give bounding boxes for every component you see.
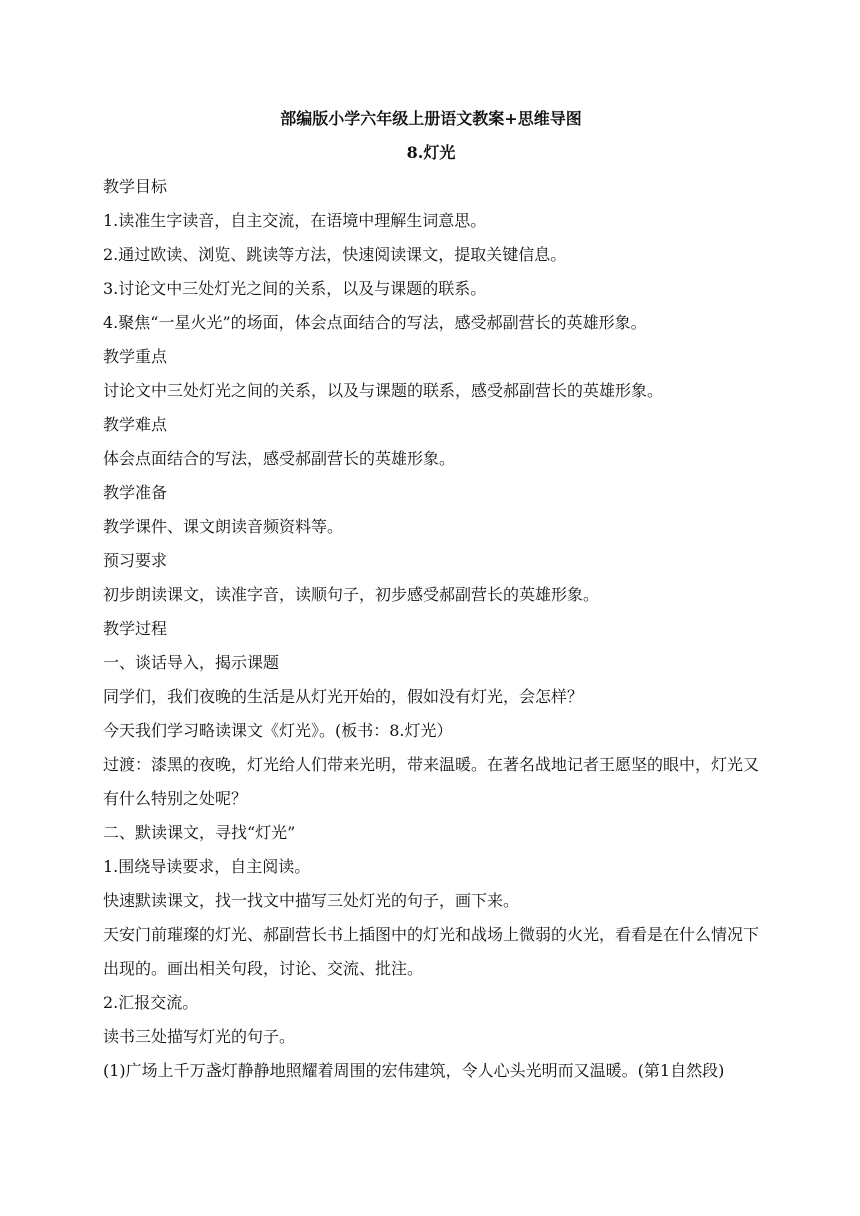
objective-item: 2.通过欧读、浏览、跳读等方法，快速阅读课文，提取关键信息。: [103, 245, 567, 264]
paragraph: 过渡：漆黑的夜晚，灯光给人们带来光明，带来温暖。在著名战地记者王愿坚的眼中，灯光又有什么特别之处呢？: [103, 755, 760, 808]
paragraph: 1.围绕导读要求，自主阅读。: [103, 857, 311, 876]
paragraph: 同学们，我们夜晚的生活是从灯光开始的，假如没有灯光，会怎样？: [103, 687, 584, 706]
paragraph: 2.汇报交流。: [103, 993, 199, 1012]
document-page: [103, 102, 759, 1088]
difficulties-text: 体会点面结合的写法，感受郝副营长的英雄形象。: [103, 449, 456, 468]
objective-item: 3.讨论文中三处灯光之间的关系，以及与课题的联系。: [103, 279, 487, 298]
section-heading-process: 教学过程: [103, 619, 168, 638]
document-title: 部编版小学六年级上册语文教案+思维导图: [280, 109, 582, 128]
section-heading-difficulties: 教学难点: [103, 415, 168, 434]
preparation-text: 教学课件、课文朗读音频资料等。: [103, 517, 344, 536]
paragraph: 读书三处描写灯光的句子。: [103, 1027, 296, 1046]
preview-text: 初步朗读课文，读准字音，读顺句子，初步感受郝副营长的英雄形象。: [103, 585, 600, 604]
section-heading-preparation: 教学准备: [103, 483, 168, 502]
process-step-heading: 一、谈话导入，揭示课题: [103, 653, 280, 672]
section-heading-key-points: 教学重点: [103, 347, 168, 366]
paragraph: (1)广场上千万盏灯静静地照耀着周围的宏伟建筑，令人心头光明而又温暖。(第1自然段): [103, 1061, 725, 1080]
objective-item: 4.聚焦“一星火光”的场面，体会点面结合的写法，感受郝副营长的英雄形象。: [103, 313, 647, 332]
paragraph: 快速默读课文，找一找文中描写三处灯光的句子，画下来。: [103, 891, 520, 910]
process-step-heading: 二、默读课文，寻找“灯光”: [103, 823, 296, 842]
section-heading-objectives: 教学目标: [103, 177, 168, 196]
lesson-title: 8.灯光: [406, 143, 456, 162]
objective-item: 1.读准生字读音，自主交流，在语境中理解生词意思。: [103, 211, 487, 230]
key-points-text: 讨论文中三处灯光之间的关系，以及与课题的联系，感受郝副营长的英雄形象。: [103, 381, 664, 400]
paragraph: 天安门前璀璨的灯光、郝副营长书上插图中的灯光和战场上微弱的火光，看看是在什么情况下出现的。画出相关句段，讨论、交流、批注。: [103, 925, 760, 978]
paragraph: 今天我们学习略读课文《灯光》。(板书：8.灯光）: [103, 721, 453, 740]
section-heading-preview: 预习要求: [103, 551, 168, 570]
